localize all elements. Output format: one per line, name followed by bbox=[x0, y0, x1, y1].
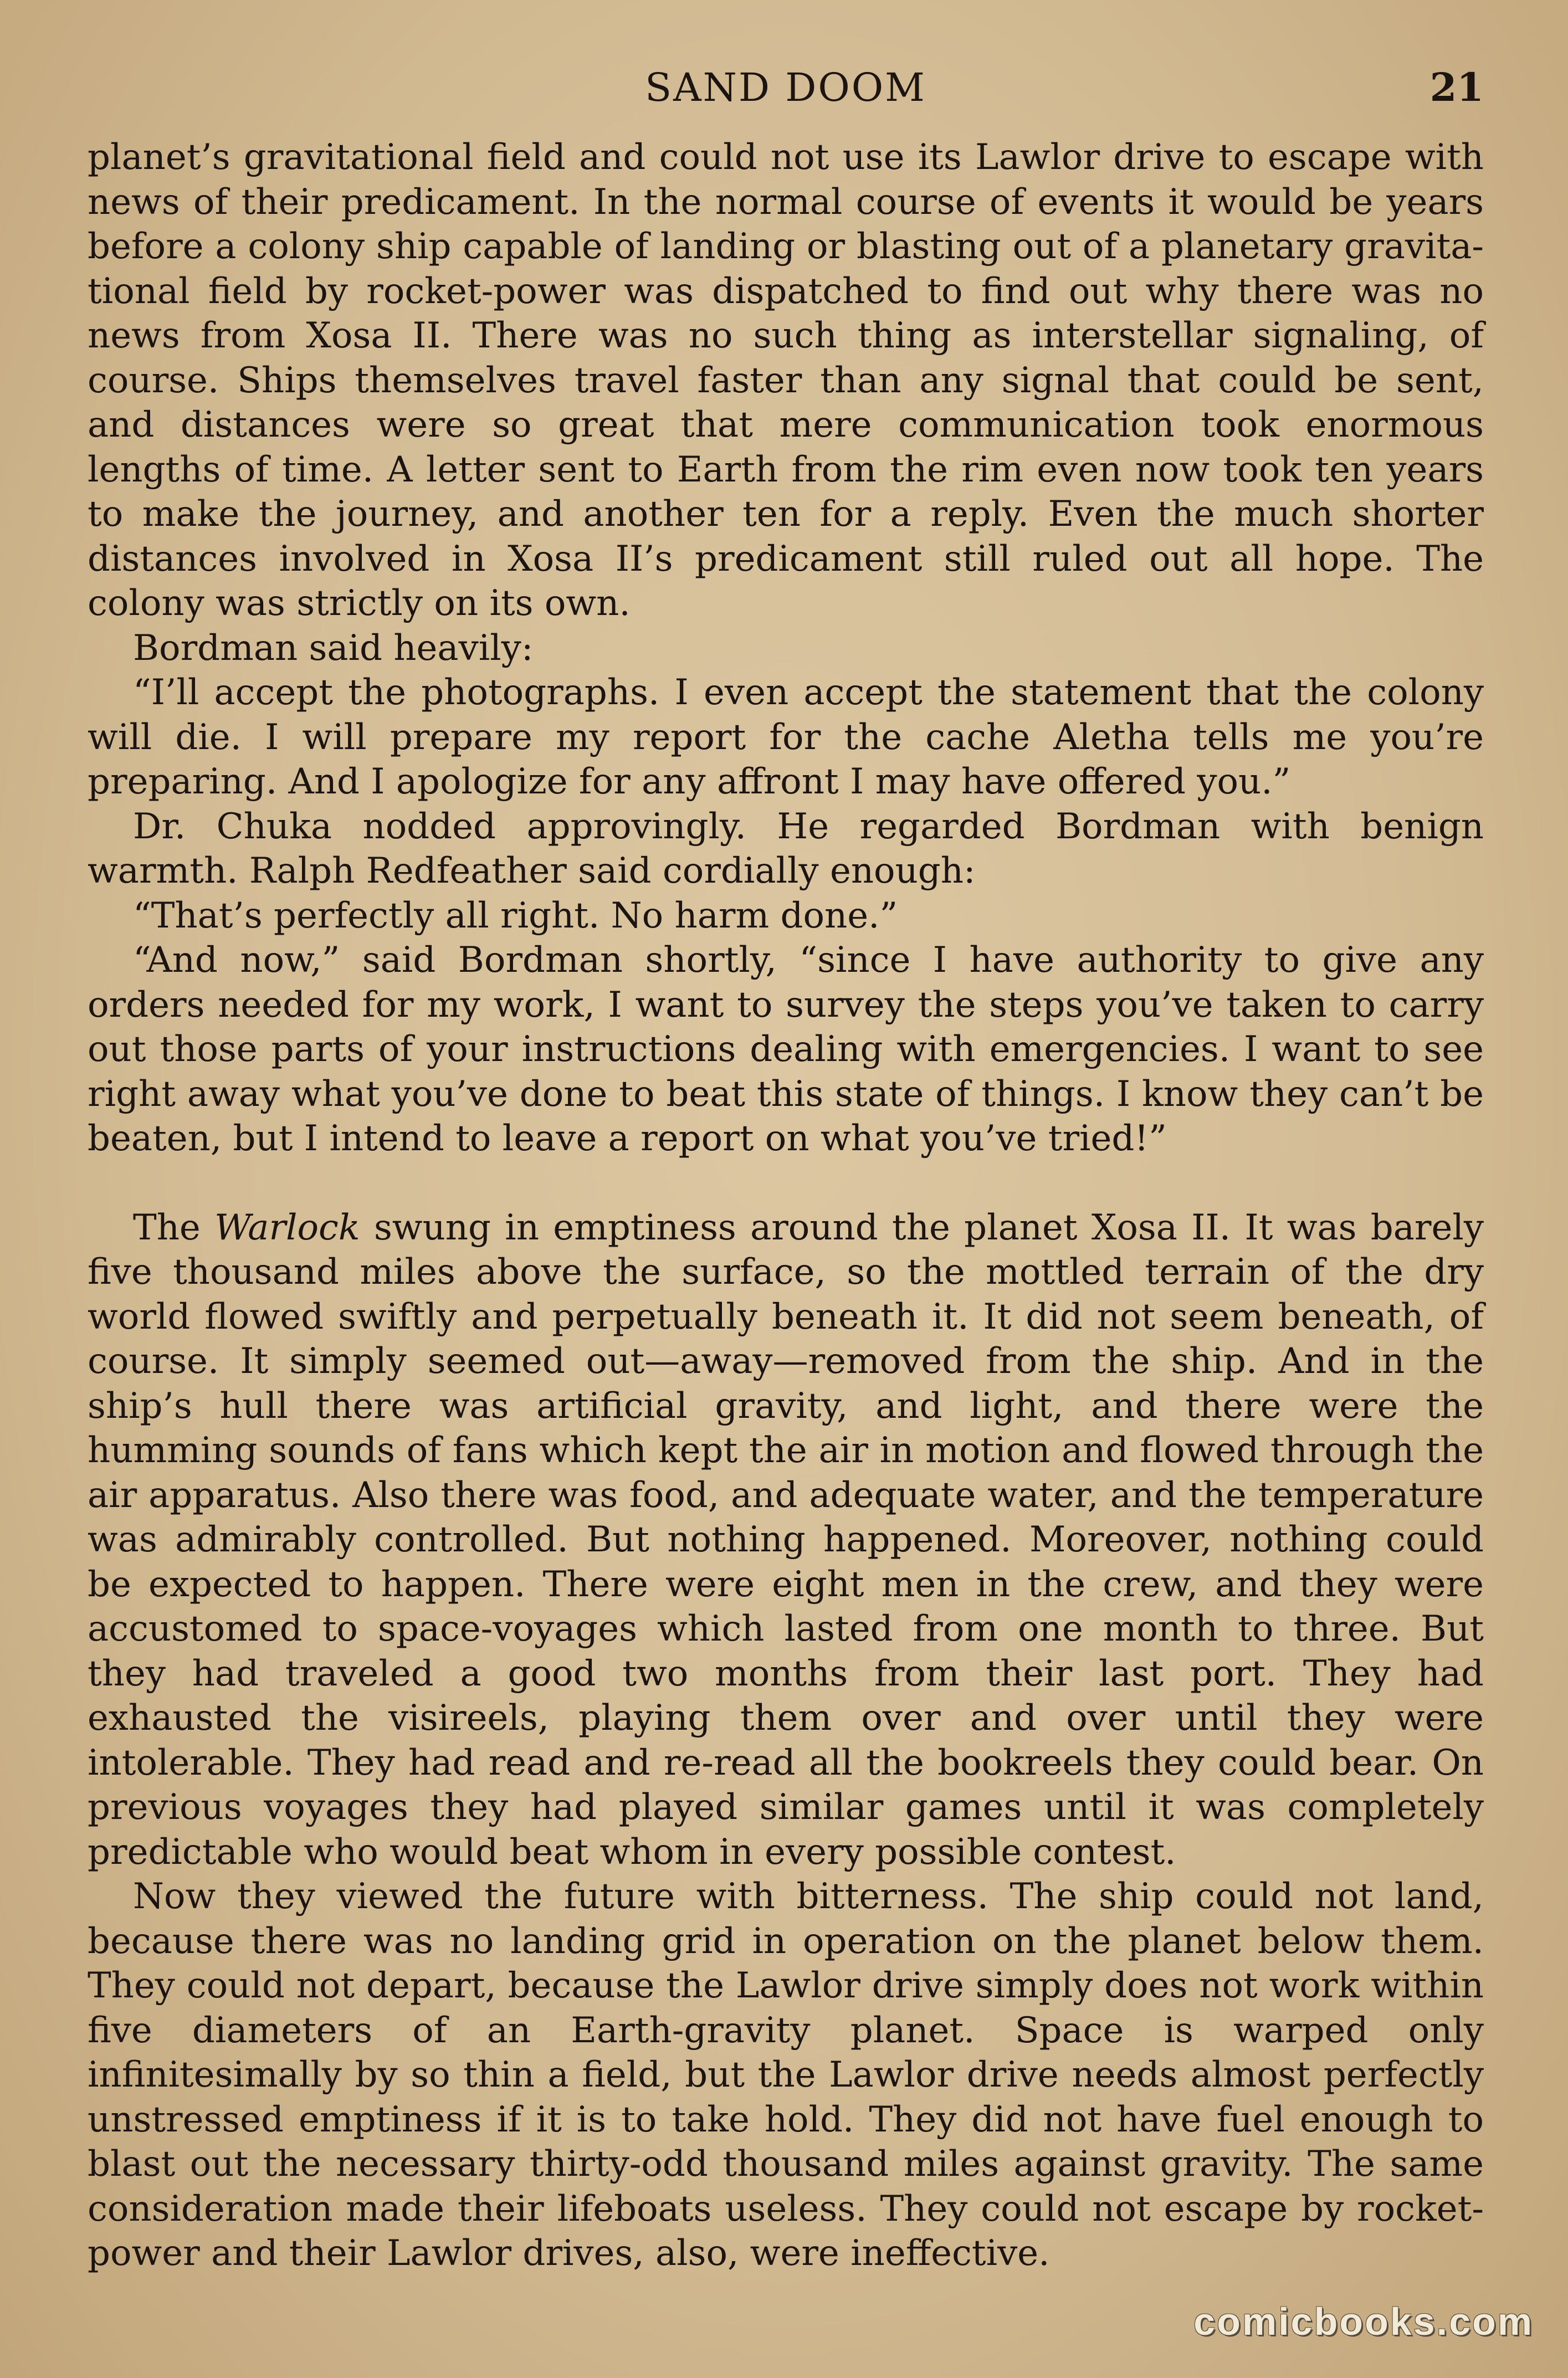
paragraph: “I’ll accept the photographs. I even accept the statement that the colony will die. I will prepare my report for the cache Aletha tells me you’re preparing. And I apologize for any affront I may have offered you.” bbox=[88, 672, 1484, 802]
paragraph: “That’s perfectly all right. No harm done.” bbox=[133, 895, 898, 936]
watermark-logo: comicbooks.com bbox=[1193, 2300, 1534, 2343]
text-run: swung in emptiness around the planet Xosa II. It was barely five thousand miles above the surface, so the mottled terrain of the dry world flowed swiftly and perpetually beneath it. It did not seem beneath, of course. It simply seemed out—away—removed from the ship. And in the ship’s hull there was artificial gravity, and light, and there were the humming sounds of fans which kept the air in motion and flowed through the air apparatus. Also there was food, and adequate water, and the temperature was admirably controlled. But nothing happened. Moreover, nothing could be expected to happen. There were eight men in the crew, and they were accustomed to space-voyages which lasted from one month to three. But they had traveled a good two months from their last port. They had exhausted the visireels, playing them over and over until they were intolerable. They had read and re-read all the bookreels they could bear. On previous voyages they had played similar games until it was completely predictable who would beat whom in every possible contest. bbox=[88, 1207, 1484, 1873]
page-number: 21 bbox=[1429, 64, 1484, 110]
paragraph: planet’s gravitational field and could not use its Lawlor drive to escape with news of their predicament. In the normal course of events it would be years before a colony ship capable of landing or blasting out of a planetary gravitational field by rocket-power was dispatched to find out why there was no news from Xosa II. There was no such thing as interstellar signaling, of course. Ships themselves travel faster than any signal that could be sent, and distances were so great that mere communication took enormous lengths of time. A letter sent to Earth from the rim even now took ten years to make the journey, and another ten for a reply. Even the much shorter distances involved in Xosa II’s predicament still ruled out all hope. The colony was strictly on its own. bbox=[88, 137, 1484, 624]
page-header bbox=[88, 60, 1484, 115]
paragraph: “And now,” said Bordman shortly, “since I have authority to give any orders needed for my work, I want to survey the steps you’ve taken to carry out those parts of your instructions dealing with emergencies. I want to see right away what you’ve done to beat this state of things. I know they can’t be beaten, but I intend to leave a report on what you’ve tried!” bbox=[88, 940, 1484, 1159]
text-run: The bbox=[133, 1207, 215, 1248]
body-text bbox=[88, 135, 1484, 2276]
paragraph: Bordman said heavily: bbox=[133, 627, 534, 669]
ship-name: Warlock bbox=[214, 1207, 360, 1248]
paragraph: Now they viewed the future with bitterness. The ship could not land, because there was no landing grid in operation on the planet below them. They could not depart, because the Lawlor drive simply does not work within five diameters of an Earth-gravity planet. Space is warped only infinitesimally by so thin a field, but the Lawlor drive needs almost perfectly unstressed emptiness if it is to take hold. They did not have fuel enough to blast out the necessary thirty-odd thousand miles against gravity. The same consideration made their lifeboats useless. They could not escape by rocket-power and their Lawlor drives, also, were ineffective. bbox=[88, 1876, 1484, 2274]
paragraph: Dr. Chuka nodded approvingly. He regarded Bordman with benign warmth. Ralph Redfeather said cordially enough: bbox=[88, 806, 1484, 891]
paragraph-section-start bbox=[88, 1206, 1484, 1875]
running-title: SAND DOOM bbox=[645, 65, 926, 110]
